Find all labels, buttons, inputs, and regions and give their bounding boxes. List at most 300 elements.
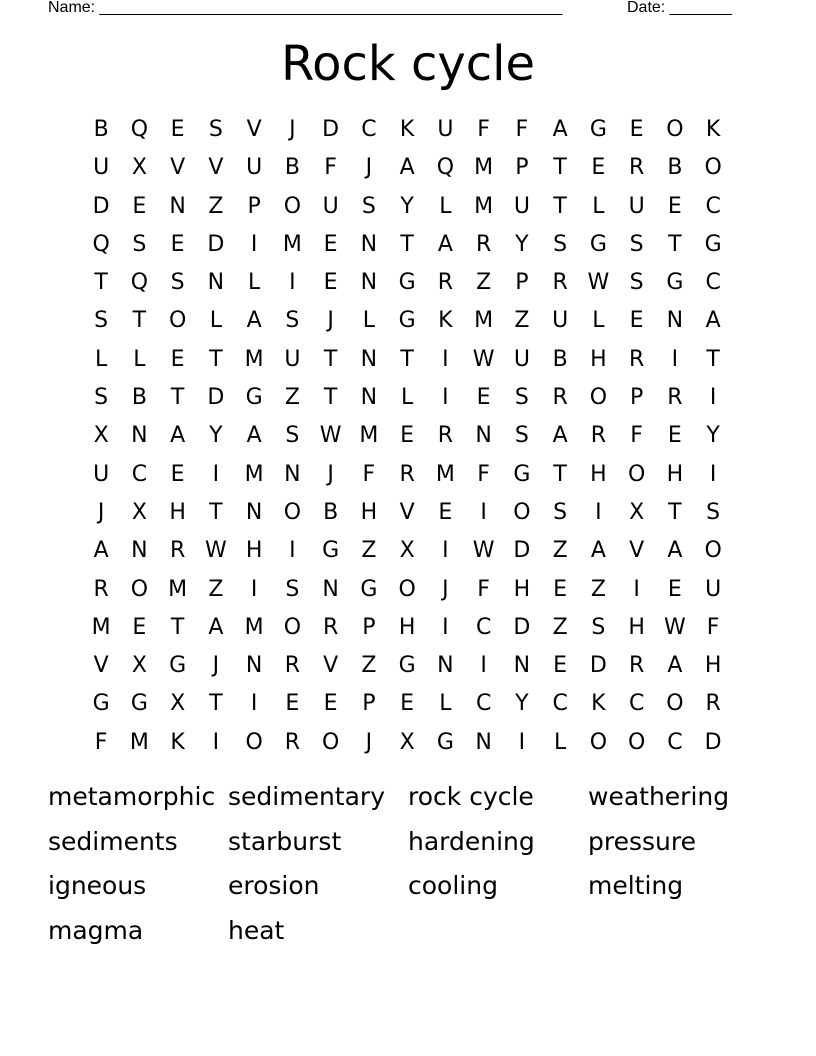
- grid-letter: X: [399, 538, 415, 564]
- grid-letter: G: [398, 308, 416, 334]
- grid-letter: T: [553, 155, 567, 181]
- grid-letter: V: [208, 155, 224, 181]
- grid-letter: F: [630, 423, 643, 449]
- grid-letter: X: [170, 691, 186, 717]
- word-list-item: sedimentary: [228, 782, 385, 811]
- grid-letter: E: [476, 385, 491, 411]
- grid-letter: I: [250, 691, 258, 717]
- grid-letter: H: [245, 538, 263, 564]
- grid-letter: O: [704, 155, 722, 181]
- page-title: Rock cycle: [280, 36, 536, 92]
- grid-letter: L: [439, 691, 452, 717]
- grid-letter: C: [552, 691, 568, 717]
- grid-letter: E: [629, 308, 644, 334]
- grid-letter: T: [323, 385, 338, 411]
- grid-letter: S: [514, 385, 529, 411]
- grid-letter: T: [323, 346, 338, 372]
- grid-letter: C: [131, 461, 148, 487]
- grid-letter: T: [209, 499, 223, 525]
- grid-letter: F: [94, 729, 108, 755]
- grid-letter: C: [475, 614, 492, 640]
- grid-letter: O: [513, 499, 531, 525]
- grid-letter: O: [245, 729, 263, 755]
- grid-letter: U: [552, 308, 569, 334]
- grid-letter: M: [91, 614, 111, 640]
- grid-letter: G: [245, 385, 263, 411]
- grid-letter: S: [514, 423, 529, 449]
- grid-letter: O: [704, 538, 722, 564]
- grid-letter: A: [399, 155, 415, 181]
- grid-letter: Q: [436, 155, 455, 181]
- grid-letter: M: [244, 461, 264, 487]
- grid-letter: K: [591, 691, 606, 717]
- grid-letter: Z: [361, 538, 377, 564]
- word-list-item: weathering: [588, 782, 730, 811]
- grid-letter: O: [627, 729, 646, 755]
- grid-letter: C: [361, 117, 377, 142]
- grid-letter: G: [130, 691, 148, 717]
- grid-letter: M: [244, 346, 264, 372]
- grid-letter: P: [515, 270, 529, 296]
- grid-letter: N: [169, 193, 186, 219]
- grid-letter: N: [475, 729, 492, 755]
- grid-letter: L: [247, 270, 261, 296]
- grid-letter: W: [472, 346, 495, 372]
- grid-letter: O: [283, 499, 302, 525]
- grid-letter: D: [207, 231, 225, 257]
- grid-letter: P: [362, 614, 376, 640]
- grid-letter: E: [667, 193, 682, 219]
- grid-letter: V: [399, 499, 415, 525]
- grid-letter: F: [324, 155, 337, 181]
- grid-letter: U: [628, 193, 645, 219]
- grid-letter: I: [442, 346, 449, 372]
- grid-letter: E: [400, 691, 415, 717]
- grid-letter: P: [247, 193, 261, 219]
- grid-letter: Y: [706, 423, 720, 449]
- grid-letter: G: [666, 270, 684, 296]
- grid-letter: I: [442, 385, 449, 411]
- grid-letter: I: [518, 729, 526, 755]
- grid-letter: R: [552, 270, 568, 296]
- grid-letter: A: [170, 423, 186, 449]
- grid-letter: V: [93, 653, 109, 679]
- grid-letter: A: [552, 423, 568, 449]
- grid-letter: G: [589, 117, 607, 142]
- grid-letter: N: [360, 346, 378, 372]
- grid-letter: I: [289, 538, 296, 564]
- grid-letter: I: [442, 538, 449, 564]
- grid-letter: I: [250, 576, 258, 602]
- grid-letter: X: [93, 423, 109, 449]
- grid-letter: B: [93, 117, 109, 142]
- grid-letter: K: [438, 308, 453, 334]
- grid-letter: G: [589, 231, 607, 257]
- grid-letter: A: [93, 538, 109, 564]
- grid-letter: L: [592, 308, 605, 334]
- grid-letter: E: [400, 423, 415, 449]
- grid-letter: N: [207, 270, 225, 296]
- grid-letter: W: [587, 270, 610, 296]
- grid-letter: U: [513, 346, 530, 372]
- grid-letter: M: [474, 193, 494, 219]
- word-list-item: melting: [588, 871, 684, 901]
- grid-letter: A: [246, 308, 262, 334]
- grid-letter: W: [663, 614, 686, 640]
- grid-letter: N: [360, 270, 378, 296]
- grid-letter: S: [94, 308, 109, 334]
- grid-letter: R: [399, 461, 415, 487]
- grid-letter: O: [398, 576, 416, 602]
- grid-letter: Z: [208, 193, 224, 219]
- grid-letter: M: [244, 614, 264, 640]
- grid-letter: E: [323, 691, 338, 717]
- grid-letter: G: [704, 231, 722, 257]
- grid-letter: Z: [284, 385, 300, 411]
- word-list-item: metamorphic: [48, 782, 216, 811]
- word-list-item: heat: [228, 915, 285, 945]
- word-list-item: hardening: [408, 826, 535, 856]
- word-list-item: cooling: [408, 871, 498, 901]
- grid-letter: I: [595, 499, 602, 525]
- grid-letter: Y: [400, 193, 414, 219]
- grid-letter: V: [629, 538, 645, 564]
- grid-letter: Z: [208, 576, 224, 602]
- grid-letter: G: [436, 729, 454, 755]
- grid-letter: J: [365, 155, 373, 181]
- grid-letter: X: [131, 499, 147, 525]
- grid-letter: R: [628, 346, 645, 372]
- grid-letter: T: [400, 231, 414, 257]
- grid-letter: H: [513, 576, 531, 602]
- grid-letter: U: [93, 461, 110, 487]
- grid-letter: O: [666, 691, 684, 717]
- grid-letter: S: [208, 117, 223, 142]
- grid-letter: J: [327, 461, 334, 487]
- grid-letter: A: [705, 308, 721, 334]
- grid-letter: I: [212, 461, 220, 487]
- grid-letter: D: [513, 614, 531, 640]
- grid-letter: N: [245, 653, 263, 679]
- grid-letter: E: [591, 155, 606, 181]
- grid-letter: R: [437, 423, 454, 449]
- grid-letter: T: [553, 193, 567, 219]
- grid-letter: X: [131, 653, 147, 679]
- grid-letter: P: [362, 691, 376, 717]
- word-list: [48, 775, 768, 953]
- grid-letter: C: [475, 691, 492, 717]
- grid-letter: K: [399, 117, 415, 142]
- grid-letter: A: [552, 117, 568, 142]
- grid-letter: E: [170, 231, 185, 257]
- grid-letter: R: [93, 576, 109, 602]
- grid-letter: O: [627, 461, 646, 487]
- grid-letter: O: [589, 385, 608, 411]
- grid-letter: S: [285, 576, 300, 602]
- grid-letter: N: [131, 423, 148, 449]
- grid-letter: I: [442, 614, 449, 640]
- grid-letter: U: [322, 193, 339, 219]
- grid-letter: S: [132, 231, 147, 257]
- grid-letter: K: [170, 729, 185, 755]
- grid-letter: R: [667, 385, 683, 411]
- grid-letter: T: [706, 346, 720, 372]
- grid-letter: Q: [130, 270, 149, 296]
- grid-letter: N: [666, 308, 684, 334]
- grid-letter: M: [168, 576, 188, 602]
- grid-letter: W: [319, 423, 342, 449]
- grid-letter: G: [398, 653, 416, 679]
- grid-letter: Z: [552, 614, 568, 640]
- grid-letter: C: [667, 729, 683, 755]
- grid-letter: S: [285, 423, 300, 449]
- grid-letter: M: [359, 423, 379, 449]
- grid-letter: I: [289, 270, 296, 296]
- grid-letter: T: [209, 691, 223, 717]
- grid-letter: V: [170, 155, 186, 181]
- grid-letter: S: [591, 614, 606, 640]
- grid-letter: T: [170, 385, 185, 411]
- grid-letter: E: [438, 499, 453, 525]
- grid-letter: B: [131, 385, 147, 411]
- grid-letter: S: [706, 499, 721, 525]
- grid-letter: S: [361, 193, 376, 219]
- grid-letter: N: [513, 653, 531, 679]
- grid-letter: S: [553, 499, 568, 525]
- grid-letter: H: [590, 346, 607, 372]
- grid-letter: I: [480, 653, 487, 679]
- grid-letter: T: [553, 461, 567, 487]
- grid-letter: C: [628, 691, 645, 717]
- grid-letter: E: [170, 117, 185, 142]
- grid-letter: E: [667, 423, 682, 449]
- grid-letter: I: [633, 576, 640, 602]
- grid-letter: W: [472, 538, 495, 564]
- grid-letter: L: [400, 385, 414, 411]
- grid-letter: E: [170, 346, 185, 372]
- grid-letter: N: [245, 499, 263, 525]
- header-line: [48, 0, 748, 20]
- grid-letter: D: [589, 653, 607, 679]
- grid-letter: L: [553, 729, 567, 755]
- grid-letter: Q: [92, 231, 110, 257]
- grid-letter: A: [590, 538, 606, 564]
- word-list-item: igneous: [48, 871, 147, 901]
- grid-letter: L: [439, 193, 452, 219]
- grid-letter: B: [284, 155, 300, 181]
- grid-letter: T: [400, 346, 414, 372]
- grid-letter: F: [477, 576, 490, 602]
- grid-letter: U: [513, 193, 530, 219]
- grid-letter: T: [668, 499, 682, 525]
- word-search-grid: [82, 111, 732, 762]
- grid-letter: X: [131, 155, 147, 181]
- grid-letter: N: [360, 385, 378, 411]
- grid-letter: A: [246, 423, 262, 449]
- grid-letter: A: [208, 614, 224, 640]
- grid-letter: N: [284, 461, 301, 487]
- grid-letter: G: [398, 270, 416, 296]
- grid-letter: F: [477, 117, 490, 142]
- grid-letter: C: [705, 193, 721, 219]
- grid-letter: M: [474, 308, 494, 334]
- grid-letter: E: [132, 614, 147, 640]
- grid-letter: D: [322, 117, 340, 142]
- word-list-item: starburst: [228, 826, 342, 856]
- grid-letter: S: [170, 270, 185, 296]
- word-list-item: rock cycle: [408, 782, 534, 811]
- grid-letter: I: [709, 461, 717, 487]
- grid-letter: R: [552, 385, 568, 411]
- grid-letter: A: [437, 231, 453, 257]
- grid-letter: U: [284, 346, 301, 372]
- date-field-label: Date: _______: [627, 0, 732, 16]
- grid-letter: E: [553, 576, 568, 602]
- grid-letter: E: [170, 461, 185, 487]
- grid-letter: P: [515, 155, 529, 181]
- grid-letter: T: [209, 346, 223, 372]
- grid-letter: J: [365, 729, 373, 755]
- grid-letter: U: [437, 117, 454, 142]
- grid-letter: H: [590, 461, 607, 487]
- grid-letter: F: [362, 461, 376, 487]
- grid-letter: O: [283, 193, 302, 219]
- grid-letter: R: [169, 538, 186, 564]
- grid-letter: S: [553, 231, 568, 257]
- grid-letter: R: [628, 155, 645, 181]
- grid-letter: L: [209, 308, 222, 334]
- grid-letter: G: [513, 461, 531, 487]
- grid-letter: J: [289, 117, 296, 142]
- grid-letter: E: [285, 691, 300, 717]
- grid-letter: N: [360, 231, 378, 257]
- grid-letter: A: [667, 653, 683, 679]
- grid-letter: D: [704, 729, 722, 755]
- grid-letter: S: [285, 308, 300, 334]
- grid-letter: I: [250, 231, 258, 257]
- grid-letter: H: [628, 614, 645, 640]
- grid-letter: U: [246, 155, 263, 181]
- grid-letter: D: [207, 385, 225, 411]
- grid-letter: E: [667, 576, 682, 602]
- grid-letter: E: [132, 193, 147, 219]
- grid-letter: S: [629, 231, 644, 257]
- grid-letter: Y: [209, 423, 223, 449]
- grid-letter: X: [399, 729, 415, 755]
- grid-letter: Q: [130, 117, 149, 142]
- grid-letter: E: [629, 117, 644, 142]
- grid-letter: B: [552, 346, 568, 372]
- grid-letter: T: [668, 231, 682, 257]
- grid-letter: F: [706, 614, 720, 640]
- grid-letter: D: [92, 193, 110, 219]
- grid-letter: L: [592, 193, 605, 219]
- grid-letter: N: [322, 576, 339, 602]
- grid-letter: H: [704, 653, 722, 679]
- grid-letter: Z: [514, 308, 530, 334]
- grid-letter: R: [475, 231, 492, 257]
- grid-letter: U: [705, 576, 722, 602]
- grid-letter: Y: [515, 691, 529, 717]
- grid-letter: R: [628, 653, 645, 679]
- grid-letter: O: [283, 614, 302, 640]
- grid-letter: F: [477, 461, 490, 487]
- grid-letter: L: [362, 308, 375, 334]
- grid-letter: U: [93, 155, 110, 181]
- grid-letter: M: [129, 729, 149, 755]
- grid-letter: V: [323, 653, 339, 679]
- grid-letter: H: [398, 614, 416, 640]
- grid-letter: H: [360, 499, 378, 525]
- word-list-item: erosion: [228, 871, 320, 901]
- word-list-item: magma: [48, 915, 144, 945]
- grid-letter: J: [442, 576, 449, 602]
- grid-letter: F: [515, 117, 529, 142]
- grid-letter: Z: [361, 653, 377, 679]
- grid-letter: J: [97, 499, 105, 525]
- grid-letter: B: [323, 499, 339, 525]
- grid-letter: R: [284, 653, 301, 679]
- grid-letter: E: [323, 270, 338, 296]
- grid-letter: M: [435, 461, 455, 487]
- grid-letter: S: [629, 270, 644, 296]
- grid-letter: O: [168, 308, 187, 334]
- grid-letter: R: [322, 614, 339, 640]
- grid-letter: T: [94, 270, 108, 296]
- grid-letter: R: [284, 729, 301, 755]
- grid-letter: B: [667, 155, 683, 181]
- grid-letter: K: [705, 117, 721, 142]
- word-list-item: pressure: [588, 826, 696, 856]
- grid-letter: T: [132, 308, 147, 334]
- grid-letter: M: [282, 231, 302, 257]
- grid-letter: W: [204, 538, 227, 564]
- grid-letter: O: [130, 576, 149, 602]
- word-list-item: sediments: [48, 826, 178, 856]
- grid-letter: N: [475, 423, 492, 449]
- grid-letter: Y: [515, 231, 529, 257]
- grid-letter: G: [322, 538, 340, 564]
- grid-letter: E: [553, 653, 568, 679]
- grid-letter: O: [589, 729, 608, 755]
- grid-letter: G: [360, 576, 378, 602]
- grid-letter: A: [667, 538, 683, 564]
- grid-letter: G: [169, 653, 187, 679]
- grid-letter: E: [323, 231, 338, 257]
- grid-letter: S: [94, 385, 109, 411]
- grid-letter: M: [474, 155, 494, 181]
- grid-letter: L: [94, 346, 108, 372]
- grid-letter: R: [590, 423, 607, 449]
- grid-letter: I: [212, 729, 220, 755]
- grid-letter: O: [666, 117, 684, 142]
- grid-letter: R: [705, 691, 721, 717]
- grid-letter: H: [169, 499, 186, 525]
- grid-letter: T: [170, 614, 185, 640]
- grid-letter: N: [437, 653, 454, 679]
- grid-letter: P: [629, 385, 644, 411]
- grid-letter: C: [705, 270, 721, 296]
- grid-letter: X: [629, 499, 645, 525]
- grid-letter: D: [513, 538, 531, 564]
- grid-letter: J: [327, 308, 334, 334]
- grid-letter: L: [133, 346, 146, 372]
- grid-letter: V: [246, 117, 262, 142]
- grid-letter: Z: [476, 270, 492, 296]
- grid-letter: R: [437, 270, 454, 296]
- grid-letter: Z: [552, 538, 568, 564]
- grid-letter: I: [671, 346, 679, 372]
